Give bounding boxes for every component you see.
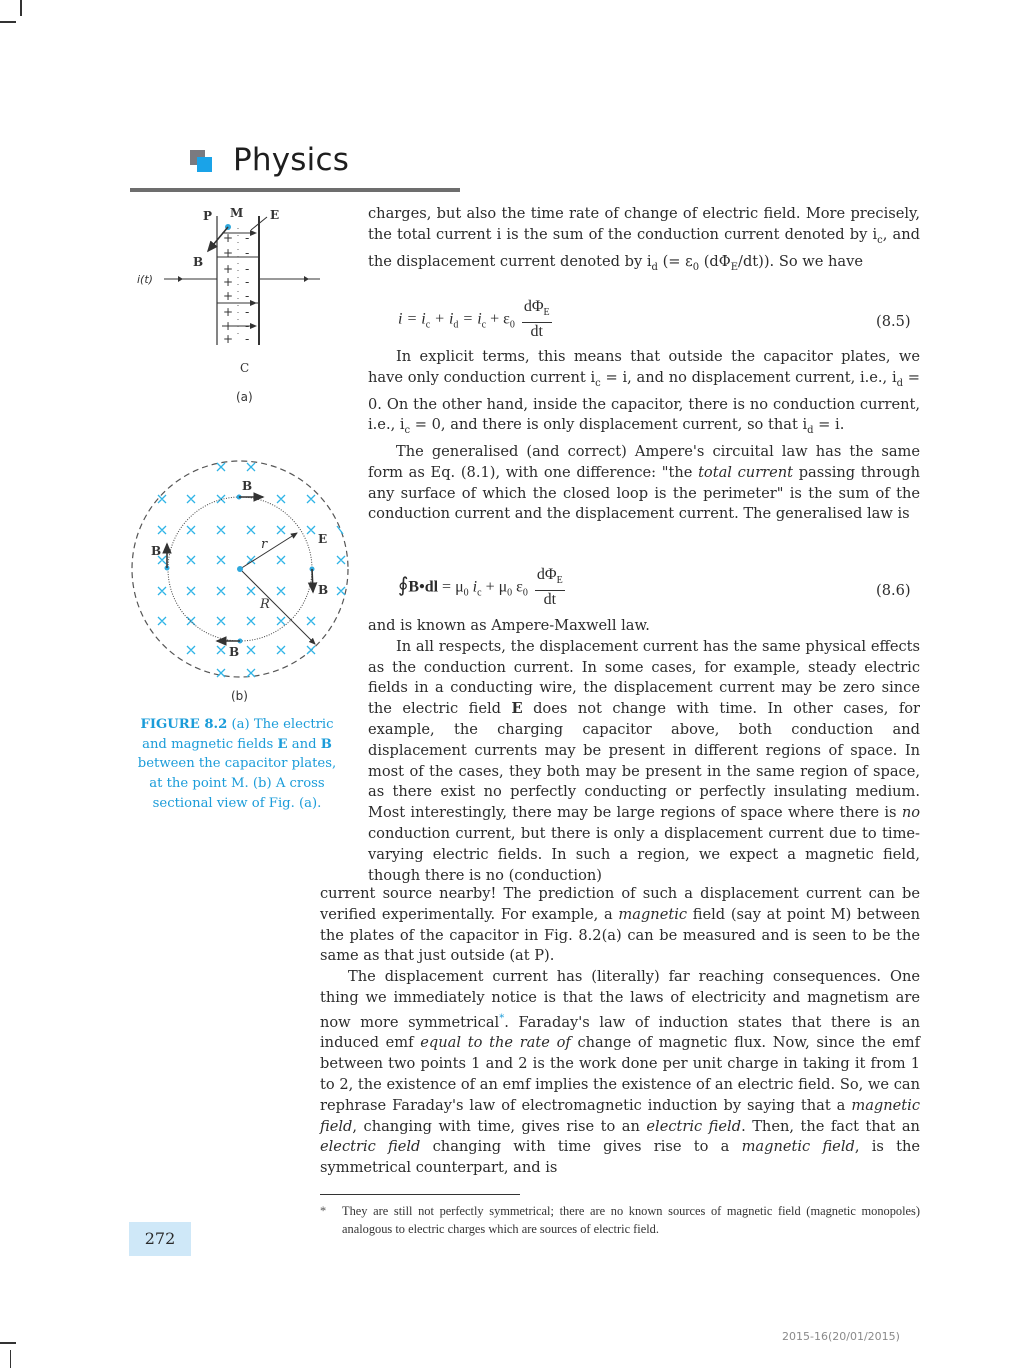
body-paragraph-4: current source nearby! The prediction of such a displacement current can be verified experimentally. For example, a magnetic field (say at point M) between the plates of the capacitor in Fig. 8.2(a) can be measured and is seen to be the same as that just outside (at P). The displacement current has (literally) far reaching consequences. One thing we immediately notice is that the laws of electricity and magnetism are now more symmetrical*. Faraday's law of induction states that there is an induced emf equal to the rate of change of magnetic flux. Now, since the emf between two points 1 and 2 is the work done per unit charge in taking it from 1 to 2, the existence of an emf implies the existence of an electric field. So, we can rephrase Faraday's law of electromagnetic induction by saying that a magnetic field, changing with time, gives rise to an electric field. Then, the fact that an electric field changing with time gives rise to a magnetic field, is the symmetrical counterpart, and is	[320, 885, 921, 1177]
label-B: B	[193, 255, 204, 269]
label-current: i(t)	[137, 273, 153, 286]
caption-figure-label: FIGURE 8.2	[140, 717, 228, 732]
footnote: * They are still not perfectly symmetrical; there are no known sources of magnetic field (magnetic monopoles) analogous to electric charges which are sources of electric field.	[320, 1204, 920, 1236]
label-E: E	[318, 532, 328, 546]
label-M: M	[230, 206, 244, 220]
figure-8-2-a	[130, 200, 360, 410]
body-paragraph-1: charges, but also the time rate of change of electric field. More precisely, the total current i is the sum of the conduction current denoted by $i_c$, and the displacement current denoted by $i_d$ (= $\varepsilon_0$ $(d\Phi_E/dt)$). So we have	[368, 205, 920, 273]
svg-text:+: +	[223, 275, 234, 289]
svg-text:-: -	[245, 332, 250, 346]
svg-text:-: -	[245, 262, 250, 276]
page-number: 272	[129, 1222, 191, 1256]
label-B-bottom: B	[229, 645, 240, 659]
svg-text:+: +	[223, 289, 234, 303]
label-P: P	[203, 209, 213, 223]
svg-text:-: -	[245, 305, 250, 319]
figure-b-sublabel: (b)	[231, 689, 248, 703]
print-stamp: 2015-16(20/01/2015)	[782, 1330, 900, 1343]
svg-text:+: +	[223, 246, 234, 260]
header-rule	[130, 188, 460, 192]
svg-text:-: -	[245, 289, 250, 303]
svg-text:+: +	[223, 305, 234, 319]
label-r: r	[261, 537, 268, 552]
figure-a-sublabel: (a)	[236, 390, 253, 404]
label-B-left: B	[151, 544, 162, 558]
equation-number-8-5: (8.5)	[876, 313, 911, 330]
crop-mark	[0, 1342, 16, 1344]
svg-text:-: -	[245, 275, 250, 289]
crop-mark	[20, 0, 22, 16]
two-square-logo-icon	[190, 150, 216, 174]
label-R: R	[260, 597, 270, 612]
svg-text:+: +	[223, 319, 234, 333]
crop-mark	[0, 21, 16, 23]
label-B-right: B	[318, 583, 329, 597]
svg-text:-: -	[245, 319, 250, 333]
equation-8-5: $i = i_c + i_d = i_c + \varepsilon_0$ $\frac{d\Phi_E}{dt}$	[398, 298, 550, 341]
label-capacitor: C	[240, 361, 250, 375]
figure-caption: FIGURE 8.2 (a) The electric and magnetic fields E and B between the capacitor plates, at the point M. (b) A cross sectional view of Fig. (a).	[137, 717, 337, 811]
crop-mark	[10, 1350, 11, 1368]
body-paragraph-3: and is known as Ampere-Maxwell law. In all respects, the displacement current has the same physical effects as the conduction current. In some cases, for example, steady electric fields in a conducting wire, the displacement current may be zero since the electric field E does not change with time. In other cases, for example, the charging capacitor above, both conduction and displacement currents may be present in different regions of space. In most of the cases, they both may be present in the same region of space, as there exist no perfectly conducting or perfectly insulating medium. Most interestingly, there may be large regions of space where there is no conduction current, but there is only a displacement current due to time-varying electric fields. In such a region, we expect a magnetic field, though there is no (conduction)	[368, 617, 920, 884]
label-B-top: B	[242, 479, 253, 493]
chapter-header	[130, 140, 460, 194]
equation-number-8-6: (8.6)	[876, 582, 911, 599]
header-title: Physics	[233, 142, 350, 178]
svg-text:-: -	[245, 246, 250, 260]
body-paragraph-2: In explicit terms, this means that outside the capacitor plates, we have only conduction current $i_c = i$, and no displacement current, i.e., $i_d = 0$. On the other hand, inside the capacitor, there is no conduction current, i.e., $i_c = 0$, and there is only displacement current, so that $i_d = i$. The generalised (and correct) Ampere's circuital law has the same form as Eq. (8.1), with one difference: "the total current passing through any surface of which the closed loop is the perimeter" is the sum of the conduction current and the displacement current. The generalised law is	[368, 348, 921, 523]
svg-text:+: +	[223, 262, 234, 276]
footnote-rule	[320, 1194, 520, 1195]
equation-8-6: ∮B•dl = $\mu_0$ $i_c + \mu_0$ $\varepsilon_0$ $\frac{d\Phi_E}{dt}$	[398, 566, 563, 609]
label-E: E	[270, 208, 280, 222]
svg-text:+: +	[223, 332, 234, 346]
svg-text:+: +	[223, 231, 234, 245]
figure-8-2-b	[125, 455, 360, 705]
svg-text:-: -	[245, 231, 250, 245]
